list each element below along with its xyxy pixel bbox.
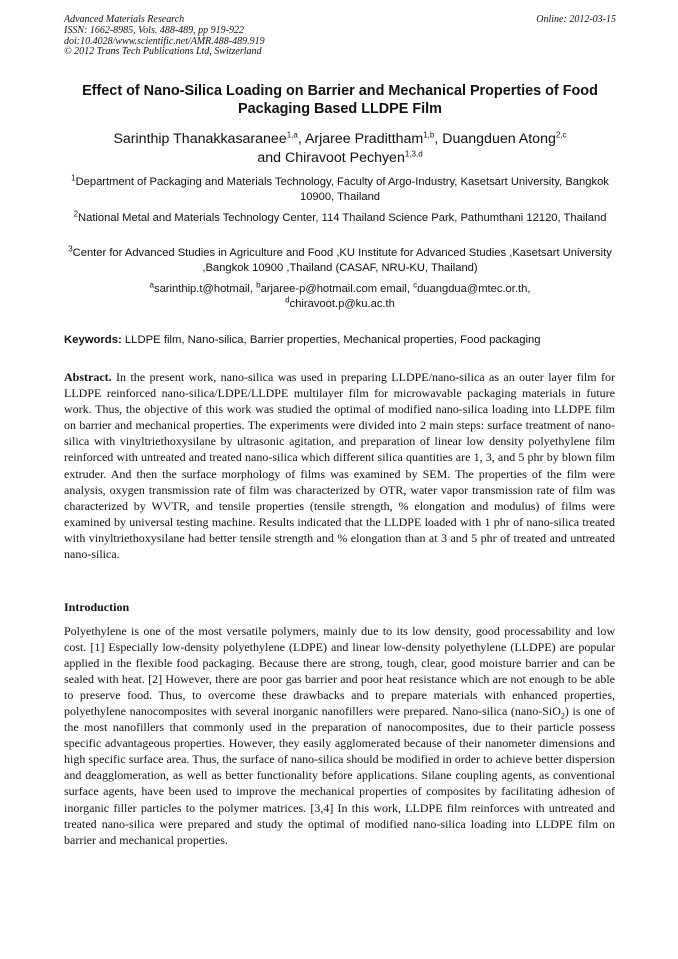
email-sup: d [285,295,290,305]
copyright-line: © 2012 Trans Tech Publications Ltd, Switzerland [64,46,262,58]
author-sup: 1,a [286,130,298,140]
issn-line: ISSN: 1662-8985, Vols. 488-489, pp 919-922 [64,24,244,36]
email-sup: b [256,280,261,290]
abstract-paragraph [64,369,615,562]
keywords-line [64,333,624,348]
author-list [64,130,616,168]
author-emails [64,282,616,312]
author-name: , Arjaree Pradittham [297,131,424,147]
keywords-label: Keywords: [64,334,122,346]
email-d: chiravoot.p@ku.ac.th [289,298,395,310]
online-date: Online: 2012-03-15 [536,14,616,25]
affiliation-text: Department of Packaging and Materials Technology, Faculty of Argo-Industry, Kasetsart University, Bangkok 10900, Thailand [75,176,609,203]
journal-header [64,15,616,58]
journal-name: Advanced Materials Research [64,14,185,25]
affiliation-1 [64,175,616,205]
affiliation-num: 2 [73,209,79,219]
subscript-2: 2 [560,711,565,721]
abstract-text: In the present work, nano-silica was used in preparing LLDPE/nano-silica as an outer layer film for LLDPE reinforced nano-silica/LDPE/LLDPE multilayer film for microwavable packaging materials in future work. Thus, the objective of this work was studied the optimal of modified nano-silica loading into LLDPE film on barrier and mechanical properties. The experiments were divided into 2 main steps: surface treatment of nano-silica with vinyltriethoxysilane by ultrasonic agitation, and preparation of linear low density polyethylene film reinforced with untreated and treated nano-silica which different silica quantities are 1, 3, and 5 phr by blown film extruder. And then the surface morphology of films was examined by SEM. The properties of the film were analysis, oxygen transmission rate of film was characterized by OTR, water vapor transmission rate of film was characterized by WVTR, and tensile properties (tensile strength, % elongation and modulus) of films were examined by universal testing machine. Results indicated that the LLDPE loaded with 1 phr of nano-silica treated with vinyltriethoxysilane had better tensile strength and % elongation than at 3 and 5 phr of treated and untreated nano-silica. [64,370,615,562]
affiliation-num: 3 [68,244,73,254]
affiliation-text: National Metal and Materials Technology Center, 114 Thailand Science Park, Pathumthani 12120, Thailand [78,212,607,224]
paper-title: Effect of Nano-Silica Loading on Barrier and Mechanical Properties of Food Packaging Based LLDPE Film [82,83,598,117]
affiliation-3 [64,246,616,276]
email-sup: a [149,280,154,290]
email-b: arjaree-p@hotmail.com email, [260,283,414,295]
introduction-paragraph [64,623,615,848]
email-c: duangdua@mtec.or.th, [417,283,531,295]
affiliation-num: 1 [71,173,76,183]
author-name: Sarinthip Thanakkasaranee [113,131,287,147]
abstract-label: Abstract. [64,370,112,384]
keywords-text: LLDPE film, Nano-silica, Barrier properties, Mechanical properties, Food packaging [121,334,541,346]
author-sup: 1,3,d [404,149,423,159]
email-sup: c [413,280,418,290]
doi-line: doi:10.4028/www.scientific.net/AMR.488-489.919 [64,35,265,47]
author-name: and Chiravoot Pechyen [257,150,405,166]
author-sup: 1,b [423,130,435,140]
author-name: , Duangduen Atong [434,131,556,147]
affiliation-text: Center for Advanced Studies in Agriculture and Food ,KU Institute for Advanced Studies ,Kasetsart University ,Bangkok 10900 ,Thailand (CASAF, NRU-KU, Thailand) [72,247,612,274]
introduction-heading: Introduction [64,600,130,614]
author-sup: 2,c [555,130,567,140]
intro-text-part1: Polyethylene is one of the most versatile polymers, mainly due to its low density, good processability and low cost. [1] Especially low-density polyethylene (LDPE) and linear low-density polyethylene (LLDPE) are popular applied in the flexible food packaging. Because there are strong, tough, clear, good moisture barrier and can be sealed with heat. [2] However, there are poor gas barrier and poor heat resistance which are not enough to be able to preserve food. Thus, to overcome these drawbacks and to prepare materials with enhanced properties, polyethylene nanocomposites with several inorganic nanofillers were prepared. Nano-silica (nano-SiO [64,624,615,719]
affiliation-2 [64,211,616,226]
email-a: sarinthip.t@hotmail, [153,283,257,295]
intro-text-part2: ) is one of the most nanofillers that commonly used in the preparation of nanocomposites, due to their particle possess specific advantageous properties. However, they easily agglomerated because of their nanometer dimensions and high specific surface area. Thus, the surface of nano-silica should be modified in order to achieve better dispersion and deagglomeration, as well as better functionality before applications. Silane coupling agents, as conventional surface agents, have been used to improve the mechanical properties of composites by facilitating adhesion of inorganic filler particles to the polymer matrices. [3,4] In this work, LLDPE film reinforces with untreated and treated nano-silica were prepared and study the optimal of modified nano-silica loading into LLDPE film on barrier and mechanical properties. [64,704,615,847]
